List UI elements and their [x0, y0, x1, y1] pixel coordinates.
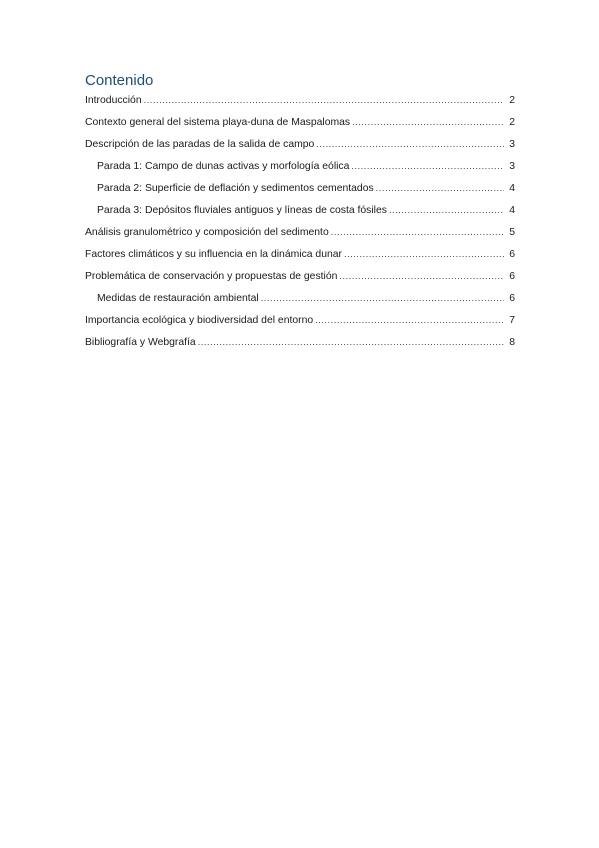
toc-entry-text: Contexto general del sistema playa-duna de Maspalomas	[85, 117, 351, 128]
toc-dot-leader	[376, 182, 504, 195]
toc-entry-page: 3	[509, 139, 515, 150]
toc-entry-page: 2	[509, 95, 515, 106]
toc-entry-page: 4	[509, 183, 515, 194]
toc-entry-page: 7	[509, 315, 515, 326]
toc-entry-page: 6	[509, 271, 515, 282]
toc-dot-leader	[339, 270, 504, 283]
toc-entry-parada-2[interactable]	[85, 182, 515, 204]
toc-list	[85, 94, 515, 358]
toc-entry-text: Medidas de restauración ambiental	[97, 293, 259, 304]
toc-entry-text: Problemática de conservación y propuestas de gestión	[85, 271, 338, 282]
toc-entry-introduccion[interactable]	[85, 94, 515, 116]
toc-entry-text: Parada 1: Campo de dunas activas y morfología eólica	[97, 161, 350, 172]
toc-dot-leader	[198, 336, 504, 349]
toc-entry-descripcion-paradas[interactable]	[85, 138, 515, 160]
toc-entry-page: 6	[509, 293, 515, 304]
toc-dot-leader	[315, 314, 504, 327]
toc-entry-page: 2	[509, 117, 515, 128]
toc-entry-factores-climaticos[interactable]	[85, 248, 515, 270]
toc-entry-parada-1[interactable]	[85, 160, 515, 182]
toc-entry-page: 8	[509, 337, 515, 348]
toc-entry-importancia-ecologica[interactable]	[85, 314, 515, 336]
toc-entry-text: Descripción de las paradas de la salida de campo	[85, 139, 315, 150]
toc-entry-parada-3[interactable]	[85, 204, 515, 226]
toc-dot-leader	[261, 292, 504, 305]
toc-entry-text: Importancia ecológica y biodiversidad del entorno	[85, 315, 314, 326]
toc-entry-text: Factores climáticos y su influencia en la dinámica dunar	[85, 249, 343, 260]
toc-entry-text: Parada 2: Superficie de deflación y sedimentos cementados	[97, 183, 374, 194]
toc-title: Contenido	[85, 72, 154, 89]
toc-entry-text: Introducción	[85, 95, 142, 106]
toc-entry-analisis-granulometrico[interactable]	[85, 226, 515, 248]
toc-entry-text: Bibliografía y Webgrafía	[85, 337, 196, 348]
toc-entry-bibliografia[interactable]	[85, 336, 515, 358]
toc-entry-medidas-restauracion[interactable]	[85, 292, 515, 314]
toc-dot-leader	[344, 248, 504, 261]
toc-entry-page: 6	[509, 249, 515, 260]
toc-entry-page: 5	[509, 227, 515, 238]
table-of-contents	[85, 72, 515, 358]
toc-dot-leader	[351, 160, 504, 173]
toc-dot-leader	[389, 204, 504, 217]
toc-entry-problematica-conservacion[interactable]	[85, 270, 515, 292]
toc-entry-text: Análisis granulométrico y composición del sedimento	[85, 227, 329, 238]
toc-dot-leader	[352, 116, 504, 129]
toc-entry-text: Parada 3: Depósitos fluviales antiguos y líneas de costa fósiles	[97, 205, 387, 216]
toc-dot-leader	[331, 226, 504, 239]
toc-dot-leader	[316, 138, 504, 151]
toc-entry-contexto-general[interactable]	[85, 116, 515, 138]
toc-entry-page: 3	[509, 161, 515, 172]
toc-dot-leader	[144, 94, 504, 107]
toc-entry-page: 4	[509, 205, 515, 216]
